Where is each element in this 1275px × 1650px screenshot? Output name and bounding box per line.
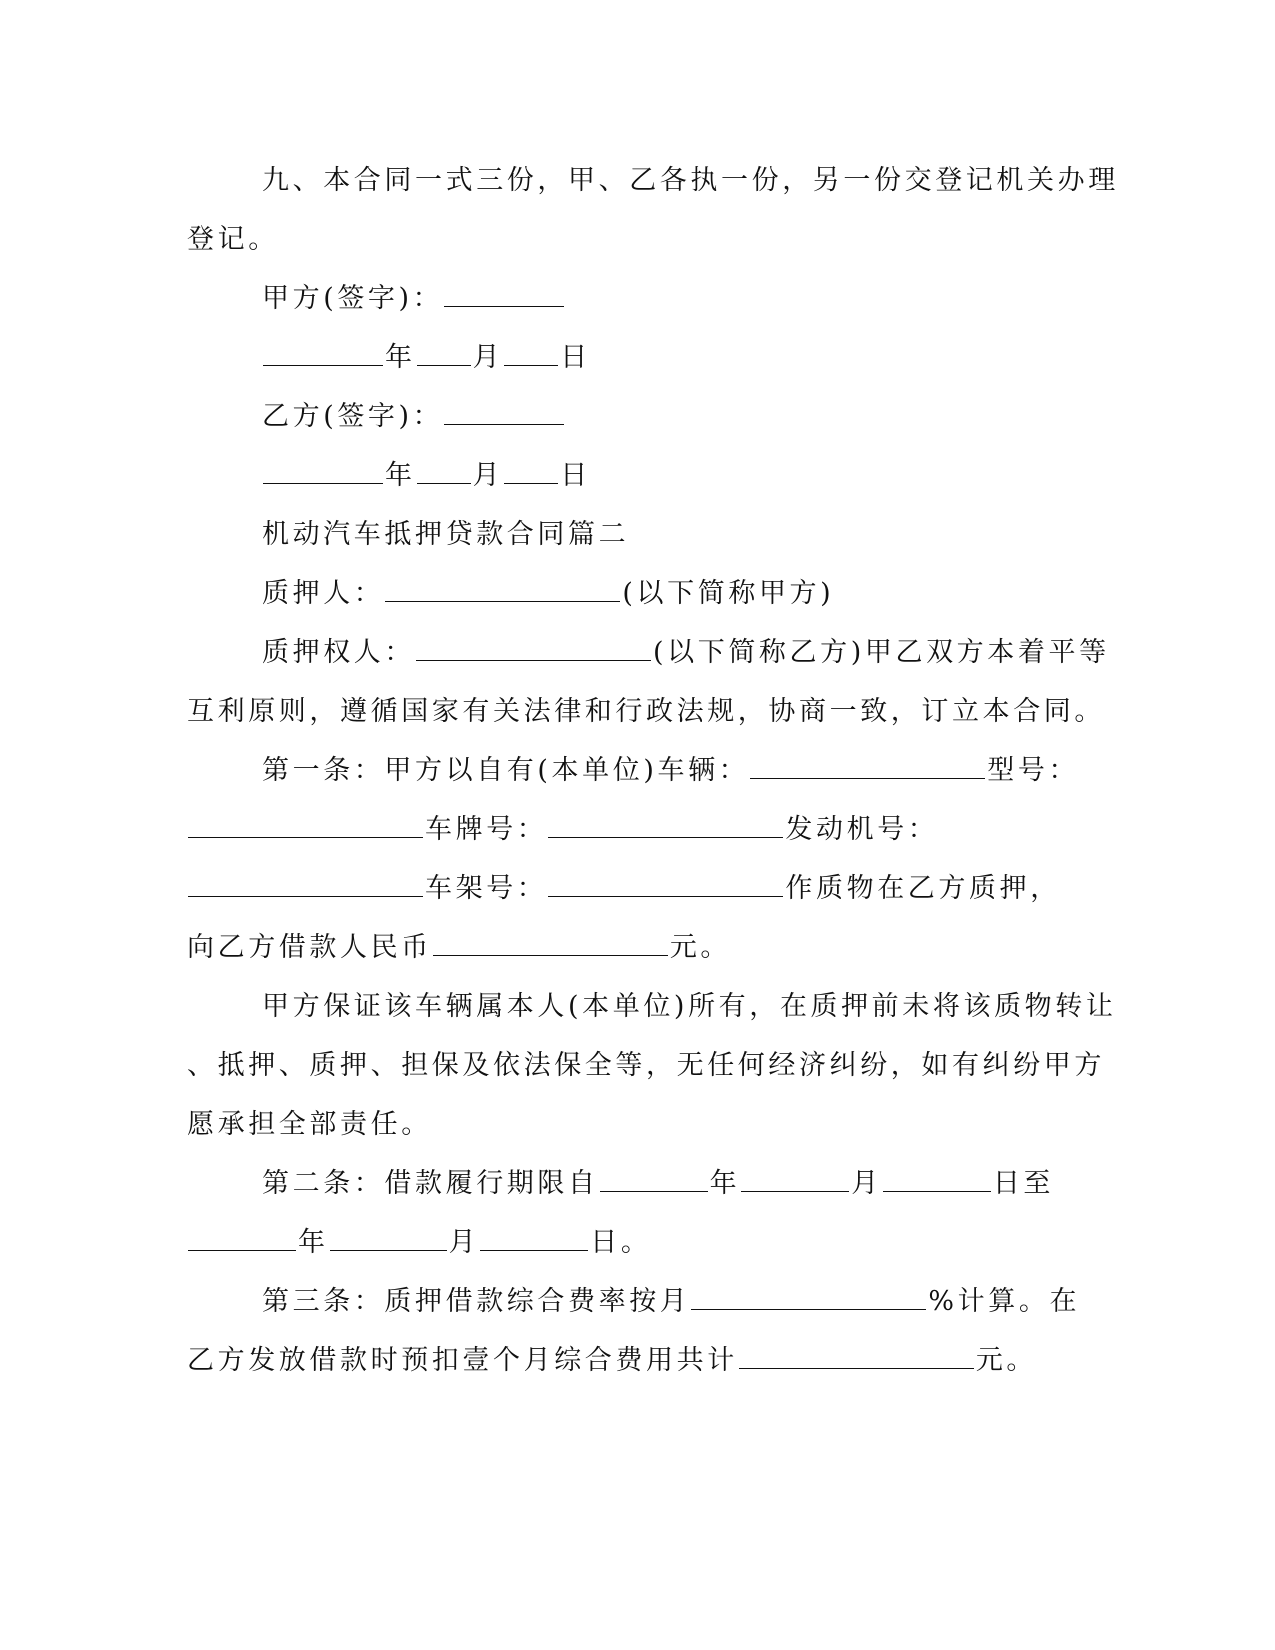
party-a-signature-line (262, 279, 566, 319)
plate-blank (548, 833, 783, 838)
year-blank (263, 361, 383, 366)
fee-blank (739, 1364, 974, 1369)
party-b-signature-line (262, 397, 566, 437)
party-b-date-line (262, 456, 591, 496)
article3-line1 (262, 1282, 1080, 1322)
month-blank (417, 361, 471, 366)
article1-line2 (187, 810, 938, 850)
article2-intro: 第二条：借款履行期限自 (262, 1168, 599, 1199)
day-to-label: 日至 (992, 1168, 1055, 1199)
pledgee-note: (以下简称乙方)甲乙双方本着平等 (653, 637, 1110, 668)
section-title: 机动汽车抵押贷款合同篇二 (262, 519, 630, 550)
article2-line1 (262, 1164, 1054, 1204)
signature-blank (444, 302, 564, 307)
day-blank (504, 479, 558, 484)
month-label: 月 (448, 1227, 480, 1258)
end-year-blank (188, 1246, 296, 1251)
article2-line2 (187, 1223, 651, 1263)
collateral-text: 作质物在乙方质押， (785, 873, 1061, 904)
month-blank (417, 479, 471, 484)
pledgor-line (262, 574, 834, 614)
pledgee-line (262, 633, 1110, 673)
party-a-date-line (262, 338, 591, 378)
guarantee-line3: 愿承担全部责任。 (187, 1109, 432, 1140)
article3-text: 乙方发放借款时预扣壹个月综合费用共计 (187, 1345, 738, 1376)
model-label: 型号： (987, 755, 1080, 786)
year-label: 年 (385, 342, 416, 373)
article1-line3 (187, 869, 1061, 909)
article3-intro: 第三条：质押借款综合费率按月 (262, 1286, 691, 1317)
year-label: 年 (709, 1168, 741, 1199)
month-label: 月 (472, 342, 504, 373)
end-month-blank (330, 1246, 447, 1251)
day-end-label: 日。 (590, 1227, 652, 1258)
engine-label: 发动机号： (785, 814, 939, 845)
start-month-blank (741, 1187, 849, 1192)
month-label: 月 (472, 460, 504, 491)
yuan-label: 元。 (975, 1345, 1038, 1376)
pledgee-line2: 互利原则，遵循国家有关法律和行政法规，协商一致，订立本合同。 (187, 696, 1105, 727)
pledgee-label: 质押权人： (262, 637, 415, 668)
vehicle-blank (750, 774, 985, 779)
clause9-line2: 登记。 (187, 224, 279, 255)
end-day-blank (480, 1246, 588, 1251)
start-day-blank (883, 1187, 991, 1192)
frame-blank (548, 892, 783, 897)
start-year-blank (600, 1187, 708, 1192)
party-a-label: 甲方(签字)： (262, 283, 444, 314)
frame-label: 车架号： (425, 873, 548, 904)
guarantee-line2: 、抵押、质押、担保及依法保全等，无任何经济纠纷，如有纠纷甲方 (187, 1050, 1105, 1081)
article1-intro: 第一条：甲方以自有(本单位)车辆： (262, 755, 750, 786)
year-blank (263, 479, 383, 484)
day-blank (504, 361, 558, 366)
signature-blank (444, 420, 564, 425)
party-b-label: 乙方(签字)： (262, 401, 444, 432)
yuan-label: 元。 (669, 932, 732, 963)
model-blank (188, 833, 423, 838)
article3-line2 (187, 1341, 1037, 1381)
rate-blank (691, 1305, 926, 1310)
pledgor-blank (385, 597, 620, 602)
plate-label: 车牌号： (425, 814, 548, 845)
pct-label: %计算。在 (928, 1286, 1081, 1317)
year-label: 年 (298, 1227, 329, 1258)
day-label: 日 (560, 342, 591, 373)
year-label: 年 (385, 460, 416, 491)
loan-amount-blank (433, 951, 668, 956)
clause9-line1: 九、本合同一式三份，甲、乙各执一份，另一份交登记机关办理 (262, 165, 1119, 196)
engine-blank (188, 892, 423, 897)
month-label: 月 (851, 1168, 882, 1199)
pledgor-note: (以下简称甲方) (622, 578, 835, 609)
pledgee-blank (416, 656, 651, 661)
guarantee-line1: 甲方保证该车辆属本人(本单位)所有，在质押前未将该质物转让 (262, 991, 1117, 1022)
pledgor-label: 质押人： (262, 578, 385, 609)
day-label: 日 (560, 460, 591, 491)
article1-line1 (262, 751, 1079, 791)
loan-text: 向乙方借款人民币 (187, 932, 432, 963)
article1-line4 (187, 928, 731, 968)
